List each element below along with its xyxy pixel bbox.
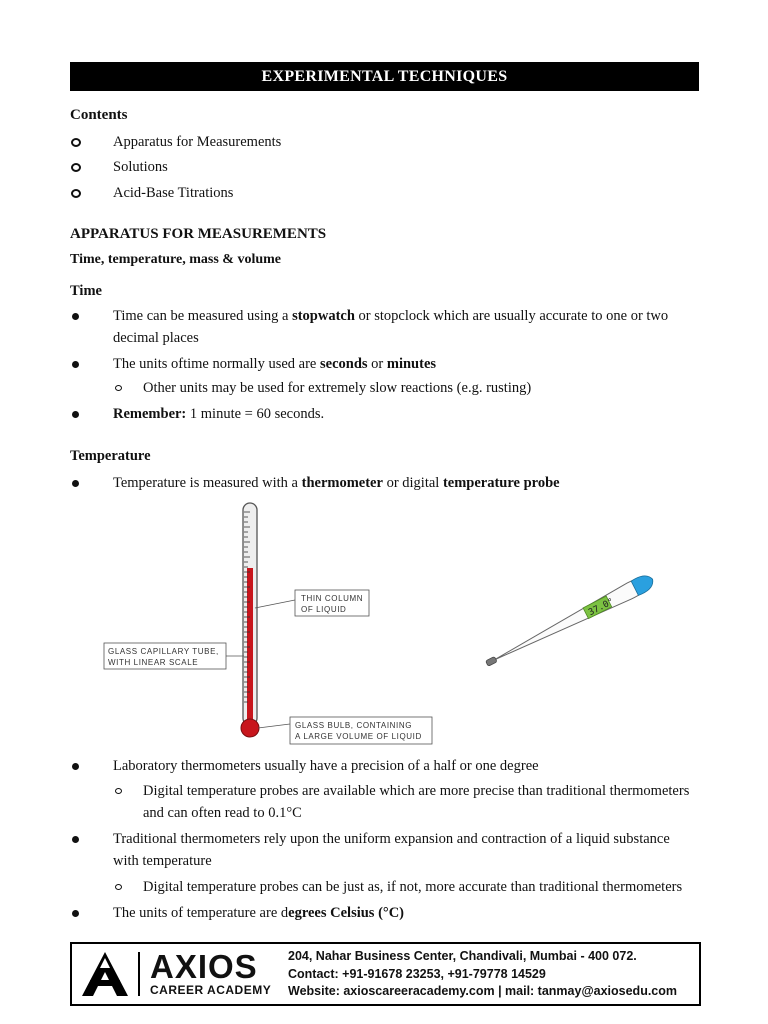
footer bbox=[70, 942, 701, 1006]
contents-heading: Contents bbox=[70, 107, 128, 123]
bullet bbox=[72, 763, 79, 770]
sub-bullet bbox=[115, 884, 122, 890]
temperature-bullet-1 bbox=[113, 472, 560, 494]
thermometer-diagram bbox=[90, 500, 680, 750]
page-title: EXPERIMENTAL TECHNIQUES bbox=[70, 62, 699, 91]
term: minutes bbox=[386, 356, 437, 372]
text: decimal places bbox=[113, 330, 199, 346]
text: Time can be measured using a bbox=[113, 308, 293, 324]
axios-logo-icon bbox=[80, 950, 130, 998]
text: The units of temperature are d bbox=[113, 905, 289, 921]
temperature-sub-bullet-1 bbox=[143, 780, 713, 824]
callout-text: GLASS CAPILLARY TUBE, bbox=[108, 647, 219, 656]
brand-name: AXIOS bbox=[150, 948, 258, 985]
bullet bbox=[72, 361, 79, 368]
text: or stopclock which are usually accurate to one or two bbox=[354, 308, 669, 324]
footer-contact: Contact: +91-91678 23253, +91-79778 14529 bbox=[288, 966, 546, 981]
time-sub-bullet: Other units may be used for extremely slow reactions (e.g. rusting) bbox=[143, 380, 532, 396]
text: 1 minute = 60 seconds. bbox=[186, 406, 325, 422]
callout-text: THIN COLUMN bbox=[301, 594, 364, 603]
sub-bullet bbox=[115, 788, 122, 794]
footer-website: Website: axioscareeracademy.com | mail: tanmay@axiosedu.com bbox=[288, 984, 678, 998]
footer-contact-block bbox=[288, 948, 677, 1001]
bullet bbox=[72, 480, 79, 487]
text: or bbox=[367, 356, 387, 372]
text: with temperature bbox=[113, 853, 212, 869]
callout-capillary-tube bbox=[104, 643, 244, 669]
temperature-bullet-3 bbox=[113, 828, 713, 872]
temperature-bullet-4 bbox=[113, 902, 404, 924]
temperature-bullet-2: Laboratory thermometers usually have a precision of a half or one degree bbox=[113, 758, 539, 774]
term: stopwatch bbox=[292, 308, 355, 324]
callout-text: WITH LINEAR SCALE bbox=[108, 658, 199, 667]
time-heading: Time bbox=[70, 283, 102, 299]
time-bullet-3 bbox=[113, 403, 324, 425]
brand-subtitle: CAREER ACADEMY bbox=[150, 983, 272, 997]
callout-text: OF LIQUID bbox=[301, 605, 347, 614]
bullet bbox=[72, 836, 79, 843]
footer-address: 204, Nahar Business Center, Chandivali, Mumbai - 400 072. bbox=[288, 949, 637, 963]
digital-thermometer bbox=[483, 572, 656, 671]
callout-bulb bbox=[258, 717, 432, 744]
digital-display: 37.0° bbox=[587, 596, 616, 619]
text: and can often read to 0.1°C bbox=[143, 805, 302, 821]
term: thermometer bbox=[301, 475, 383, 491]
time-bullet-1 bbox=[113, 305, 703, 349]
sub-bullet bbox=[115, 385, 122, 391]
text: Temperature is measured with a bbox=[113, 475, 302, 491]
text: Digital temperature probes are available which are more precise than traditional thermometers bbox=[143, 783, 690, 799]
bullet bbox=[72, 910, 79, 917]
text: or digital bbox=[382, 475, 443, 491]
temperature-sub-bullet-2: Digital temperature probes can be just as, if not, more accurate than traditional thermometers bbox=[143, 879, 683, 895]
time-bullet-2 bbox=[113, 353, 436, 375]
callout-text: GLASS BULB, CONTAINING bbox=[295, 721, 413, 730]
temperature-heading: Temperature bbox=[70, 448, 151, 464]
term: temperature probe bbox=[442, 475, 560, 491]
term: egrees Celsius (°C) bbox=[288, 905, 405, 921]
logo-separator bbox=[138, 952, 140, 996]
bullet bbox=[72, 411, 79, 418]
callout-liquid-column bbox=[255, 590, 369, 616]
text: The units oftime normally used are bbox=[113, 356, 320, 372]
glass-thermometer bbox=[241, 503, 259, 737]
contents-bullet bbox=[71, 189, 81, 198]
term: seconds bbox=[319, 356, 368, 372]
contents-item: Acid-Base Titrations bbox=[113, 185, 234, 201]
contents-bullet bbox=[71, 163, 81, 172]
section-subheading: Time, temperature, mass & volume bbox=[70, 252, 281, 267]
callout-text: A LARGE VOLUME OF LIQUID bbox=[295, 732, 422, 741]
contents-item: Solutions bbox=[113, 159, 168, 175]
section-heading: APPARATUS FOR MEASUREMENTS bbox=[70, 226, 327, 242]
contents-item: Apparatus for Measurements bbox=[113, 134, 282, 150]
term: Remember: bbox=[113, 406, 187, 422]
bullet bbox=[72, 313, 79, 320]
text: Traditional thermometers rely upon the uniform expansion and contraction of a liquid substance bbox=[113, 831, 670, 847]
contents-bullet bbox=[71, 138, 81, 147]
